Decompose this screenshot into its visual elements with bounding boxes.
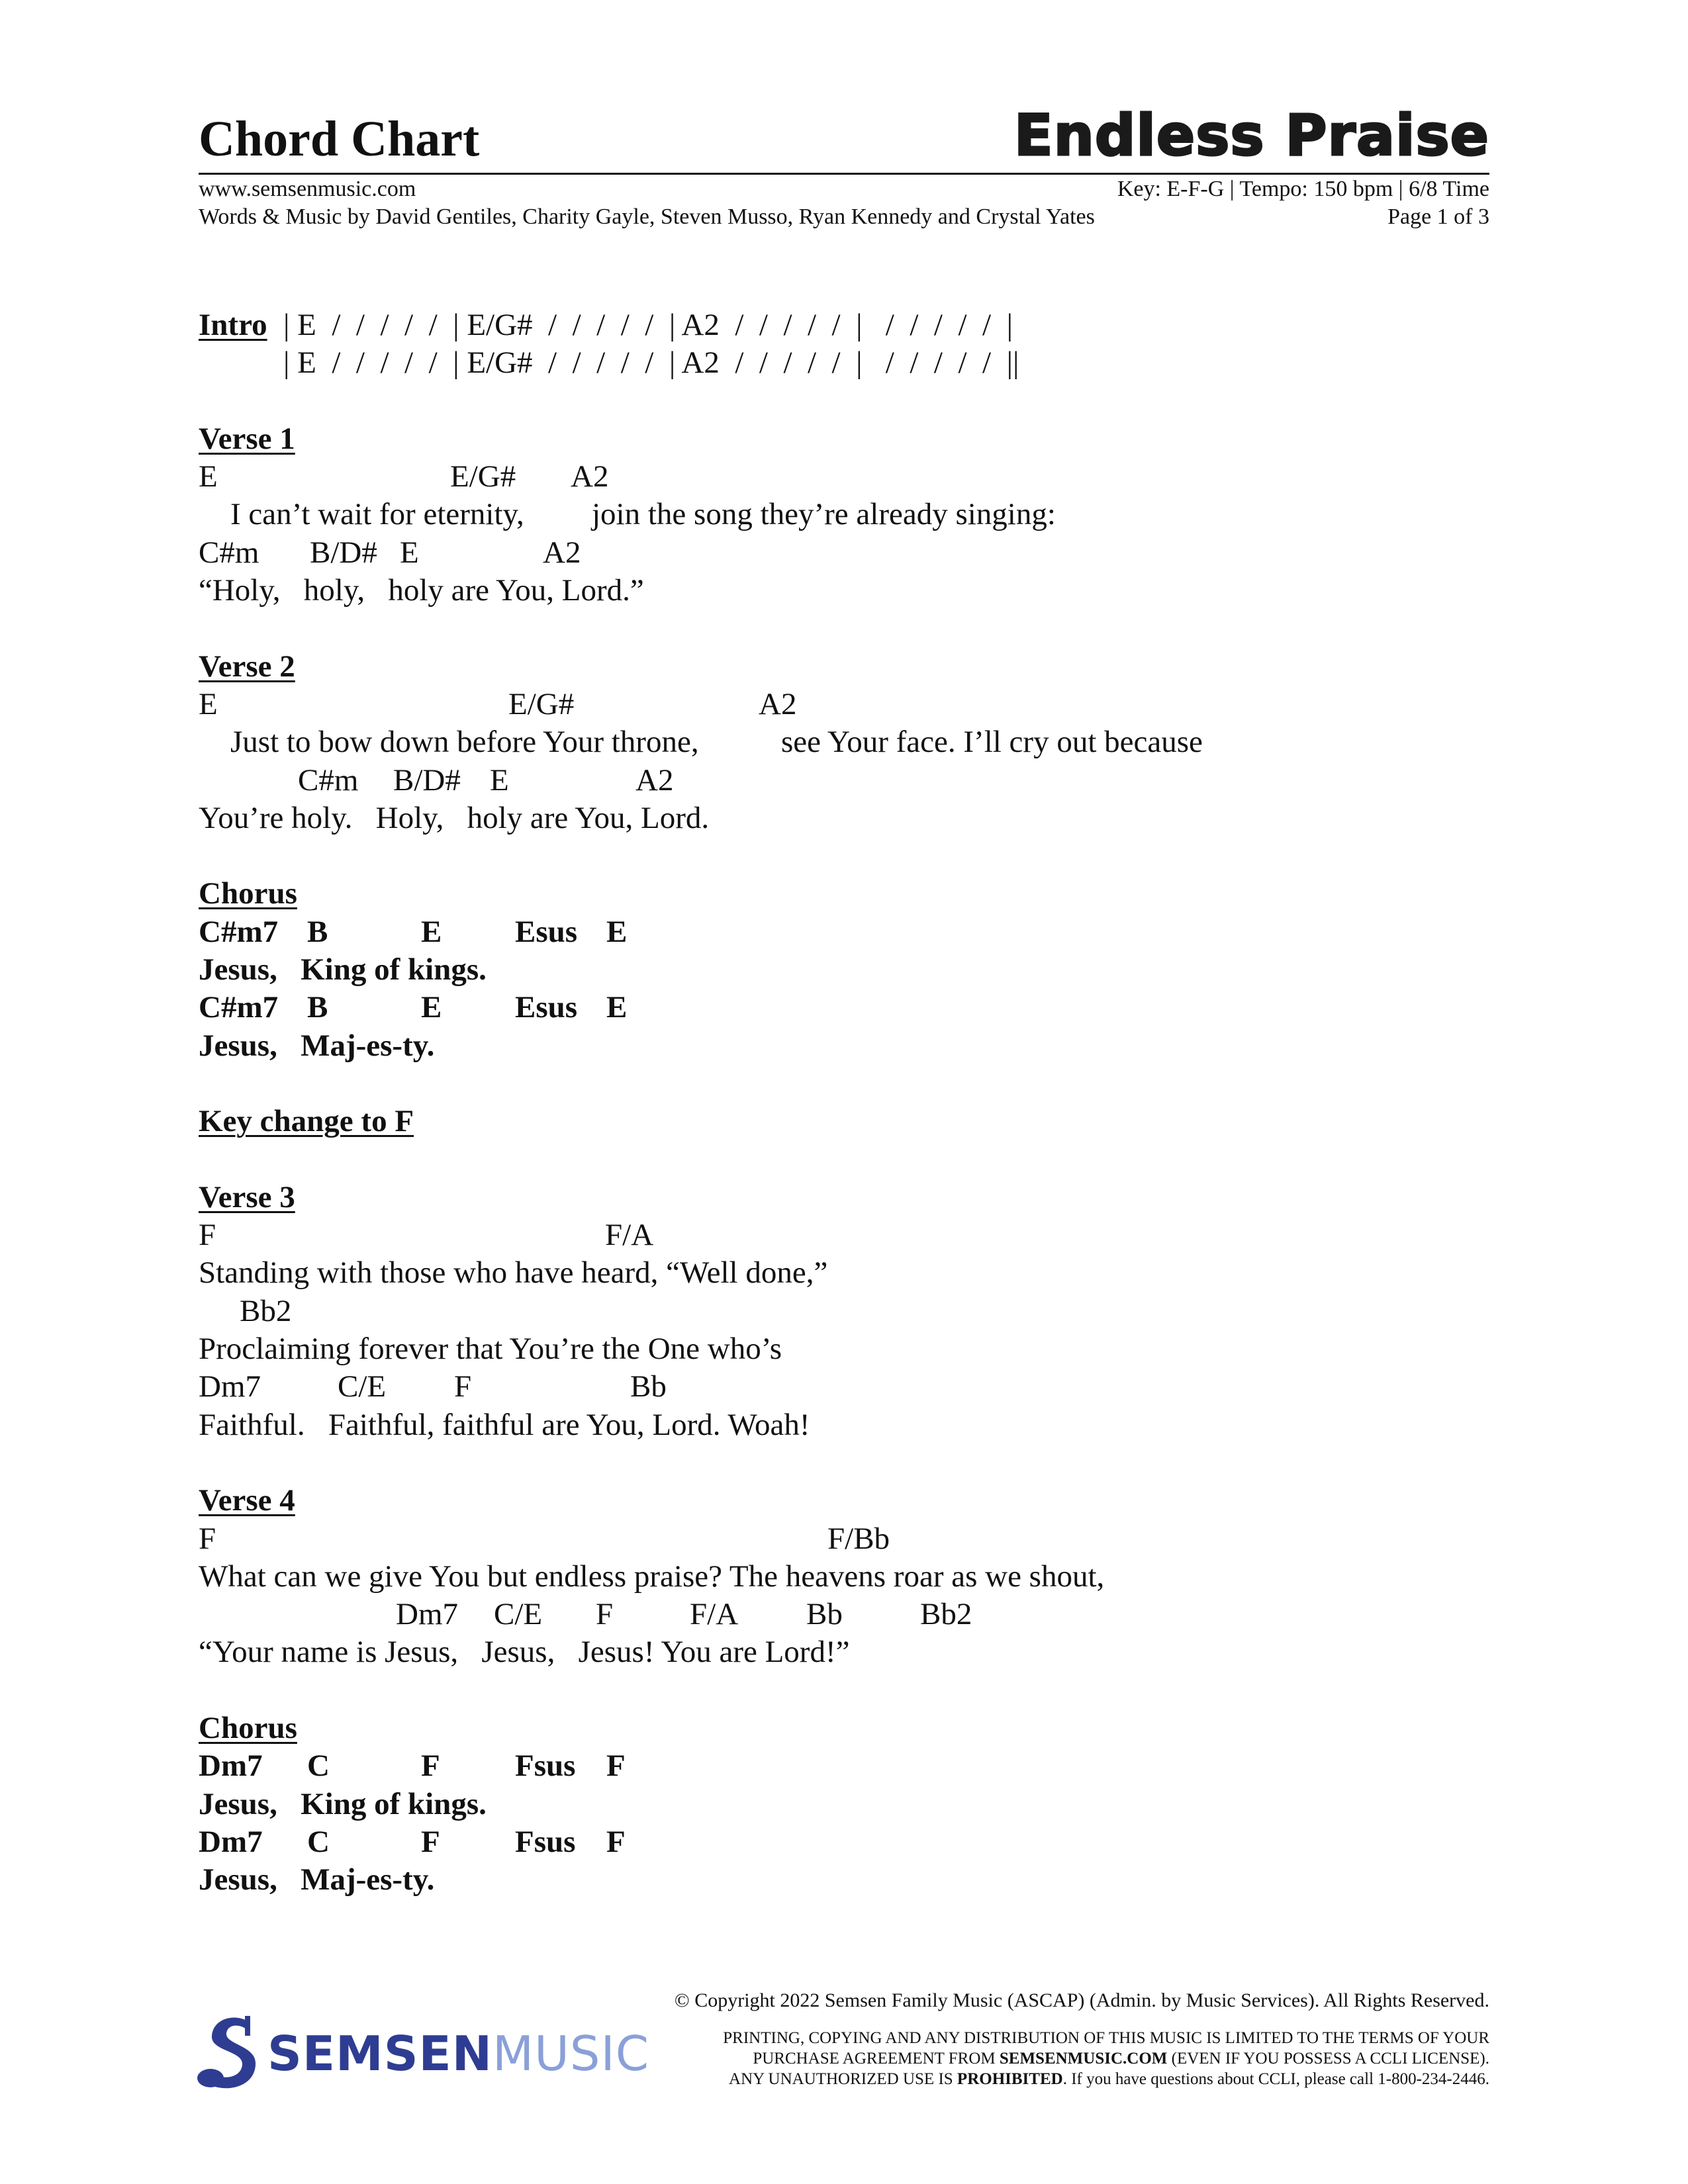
lyric-line [199,1027,1489,1065]
lyric: Faithful. Faithful, faithful are You, Lord. Woah! [199,1407,810,1442]
chord: F/A [690,1597,739,1632]
chord-line [199,1596,1489,1633]
chord: F [421,1824,440,1859]
chord: F [606,1749,626,1784]
chord: Bb [806,1597,843,1632]
chord-line [199,458,1489,496]
lyric-line [199,1406,1489,1444]
chord-line [199,534,1489,572]
spacer [199,1065,1489,1103]
intro-row-1 [199,306,1489,344]
section-heading-verse-2: Verse 2 [199,649,295,684]
chord: E [400,535,419,570]
notice-text: PURCHASE AGREEMENT FROM [753,2050,1000,2068]
spacer [199,610,1489,647]
key-tempo-info: Key: E-F-G | Tempo: 150 bpm | 6/8 Time [1117,177,1489,201]
lyric-line [199,951,1489,989]
lyric: Jesus, Maj-es-ty. [199,1028,435,1063]
chord: Fsus [515,1824,576,1859]
chord: B/D# [393,762,461,797]
chord-line [199,1747,1489,1785]
chord: C/E [494,1597,543,1632]
lyric: Jesus, King of kings. [199,1786,487,1821]
chord: A2 [635,762,674,797]
chord: F/Bb [827,1521,890,1556]
spacer [199,1672,1489,1709]
lyric-line [199,1633,1489,1671]
key-change-label: Key change to F [199,1104,414,1139]
chord: Dm7 [396,1597,458,1632]
semsen-music-logo [196,2012,650,2091]
chord-line [199,762,1489,799]
intro-row-2 [199,344,1489,382]
chord: F [596,1597,614,1632]
chord: C#m [199,535,259,570]
chord: F [454,1369,472,1404]
lyric: Standing with those who have heard, “Well done,” [199,1255,828,1291]
chord: Esus [515,914,578,949]
intro-bars-2: | E / / / / / | E/G# / / / / / | A2 / / / / / | / / / / / || [283,345,1019,381]
section-heading-chorus: Chorus [199,876,297,911]
chord: C#m7 [199,990,279,1025]
chord: F [606,1824,626,1859]
chord: Dm7 [199,1369,261,1404]
chord: Dm7 [199,1824,263,1859]
notice-site: SEMSENMUSIC.COM [999,2050,1168,2068]
chord: E/G# [450,459,516,494]
copyright-notice: © Copyright 2022 Semsen Family Music (ASCAP) (Admin. by Music Services). All Rights Reserved. [674,1989,1489,2011]
chord: A2 [543,535,581,570]
lyric-line [199,1254,1489,1292]
license-notice-line-3 [723,2069,1489,2089]
chord: F/A [605,1218,654,1253]
song-credits: Words & Music by David Gentiles, Charity Gayle, Steven Musso, Ryan Kennedy and Crystal Yates [199,205,1095,229]
chord: Bb [630,1369,667,1404]
logo-wordmark [267,2024,649,2083]
chord: Dm7 [199,1749,263,1784]
chord-line [199,989,1489,1026]
chord: E [199,459,218,494]
lyric: What can we give You but endless praise? The heavens roar as we shout, [199,1559,1105,1594]
lyric: Just to bow down before Your throne, [230,725,699,760]
lyric: “Your name is Jesus, Jesus, Jesus! You are Lord!” [199,1635,850,1670]
lyric-line [199,1786,1489,1823]
lyric: You’re holy. Holy, holy are You, Lord. [199,800,710,835]
chord: C/E [338,1369,387,1404]
section-heading-verse-3: Verse 3 [199,1179,295,1214]
lyric-line [199,1558,1489,1596]
lyric-line [199,1330,1489,1368]
chord: E/G# [508,686,575,721]
song-title: Endless Praise [1013,103,1489,169]
chord: A2 [571,459,609,494]
chord-line [199,1368,1489,1406]
chord-line [199,1520,1489,1558]
chord: Fsus [515,1749,576,1784]
license-notice-line-2 [723,2048,1489,2069]
notice-text: ANY UNAUTHORIZED USE IS [729,2070,957,2088]
chord-line [199,686,1489,723]
chord: F [199,1521,216,1556]
website-link[interactable]: www.semsenmusic.com [199,177,416,201]
spacer [199,837,1489,875]
lyric: I can’t wait for eternity, [230,497,524,532]
section-heading-verse-4: Verse 4 [199,1483,295,1518]
page-number: Page 1 of 3 [1387,205,1489,229]
lyric: join the song they’re already singing: [592,497,1056,532]
chord: C [307,1749,330,1784]
lyric: Proclaiming forever that You’re the One who’s [199,1332,782,1367]
spacer [199,1444,1489,1482]
chord: E [606,990,628,1025]
notice-text: (EVEN IF YOU POSSESS A CCLI LICENSE). [1167,2050,1489,2068]
chord: E [421,990,442,1025]
lyric-line [199,799,1489,837]
chord-line [199,1293,1489,1330]
logo-word-semsen: SEMSEN [267,2026,492,2081]
chord: Bb2 [240,1293,292,1328]
chord-line [199,913,1489,951]
chord: B [307,914,328,949]
lyric-line [199,723,1489,761]
chord: B/D# [310,535,377,570]
chord: A2 [759,686,797,721]
lyric: see Your face. I’ll cry out because [781,725,1203,760]
chord: E [490,762,509,797]
chord: E [606,914,628,949]
semsen-s-note-icon [196,2012,269,2091]
chord: B [307,990,328,1025]
chord: E [421,914,442,949]
chord: C [307,1824,330,1859]
notice-prohibited: PROHIBITED [957,2070,1063,2088]
chord: F [421,1749,440,1784]
lyric: Jesus, Maj-es-ty. [199,1862,435,1897]
intro-bars-1: | E / / / / / | E/G# / / / / / | A2 / / / / / | / / / / / | [283,308,1013,342]
chord-line [199,1823,1489,1861]
chord: C#m [298,762,359,797]
spacer [199,1141,1489,1179]
chord: Bb2 [920,1597,972,1632]
section-heading-intro: Intro [199,308,267,342]
section-heading-chorus: Chorus [199,1710,297,1745]
chord: E [199,686,218,721]
lyric-line [199,1861,1489,1899]
chord-line [199,1216,1489,1254]
license-notice-line-1: PRINTING, COPYING AND ANY DISTRIBUTION OF THIS MUSIC IS LIMITED TO THE TERMS OF YOUR [723,2029,1489,2047]
chord-chart-body [199,306,1489,1899]
spacer [199,383,1489,420]
lyric-line [199,572,1489,610]
document-type-label: Chord Chart [199,111,480,167]
chord: F [199,1218,216,1253]
lyric-line [199,496,1489,533]
license-notice [723,2028,1489,2089]
chord: C#m7 [199,914,279,949]
logo-word-music: MUSIC [492,2026,650,2081]
section-heading-verse-1: Verse 1 [199,421,295,456]
lyric: Jesus, King of kings. [199,952,487,987]
chord: Esus [515,990,578,1025]
lyric: “Holy, holy, holy are You, Lord.” [199,573,644,608]
notice-text: . If you have questions about CCLI, please call 1-800-234-2446. [1062,2070,1489,2088]
